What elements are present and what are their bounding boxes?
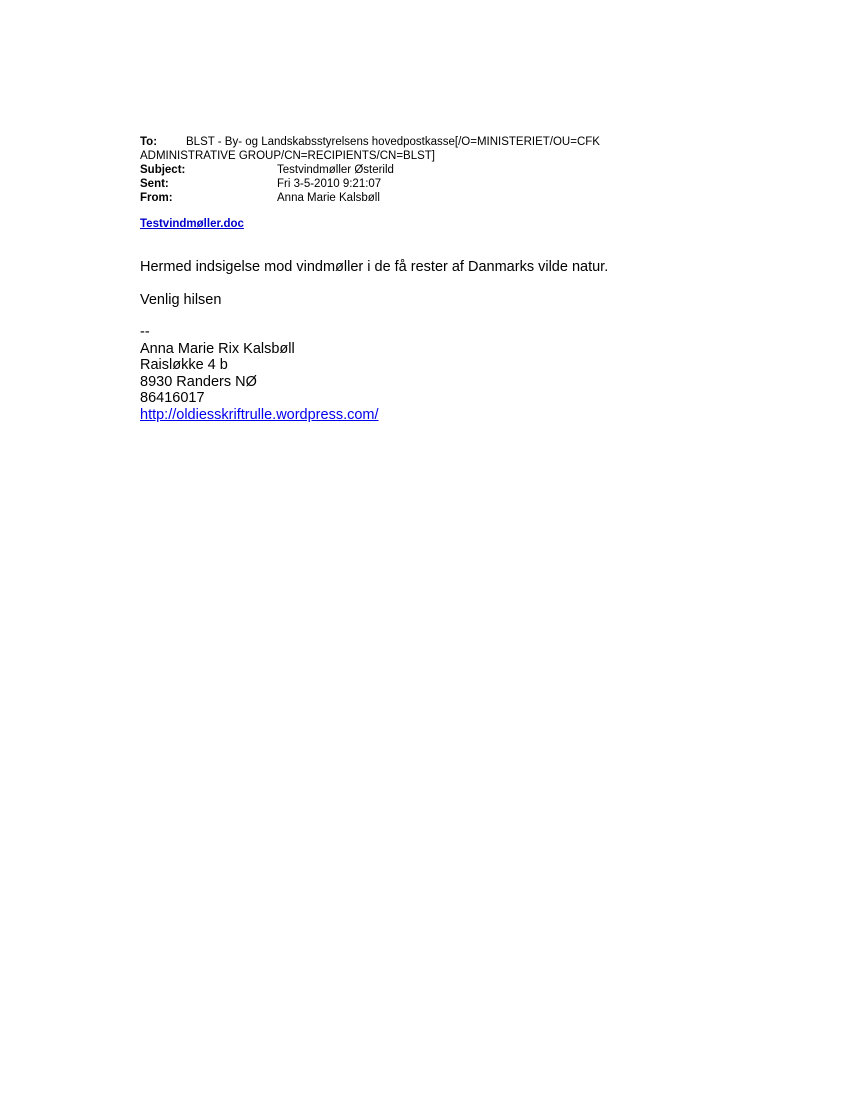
subject-row (140, 163, 700, 177)
signature-name: Anna Marie Rix Kalsbøll (140, 340, 295, 357)
email-body (140, 259, 740, 423)
signature-separator: -- (140, 324, 150, 340)
to-value: BLST - By- og Landskabsstyrelsens hovedpostkasse[/O=MINISTERIET/OU=CFK (186, 136, 600, 148)
website-link[interactable]: http://oldiesskriftrulle.wordpress.com/ (140, 406, 379, 423)
sent-row (140, 177, 700, 191)
from-row (140, 191, 700, 205)
address-street: Raisløkke 4 b (140, 357, 228, 373)
address-city: 8930 Randers NØ (140, 373, 257, 390)
subject-value: Testvindmøller Østerild (277, 164, 394, 176)
from-label: From: (140, 192, 173, 204)
from-value: Anna Marie Kalsbøll (277, 192, 380, 204)
website-row (140, 407, 740, 424)
to-value-continued: ADMINISTRATIVE GROUP/CN=RECIPIENTS/CN=BLST] (140, 150, 436, 162)
phone-number: 86416017 (140, 390, 205, 406)
to-label: To: (140, 136, 158, 148)
attachment-link[interactable]: Testvindmøller.doc (140, 218, 244, 230)
greeting-text: Venlig hilsen (140, 291, 222, 308)
subject-label: Subject: (140, 164, 186, 176)
email-header (140, 135, 700, 205)
to-row (140, 135, 700, 163)
message-text: Hermed indsigelse mod vindmøller i de få rester af Danmarks vilde natur. (140, 259, 609, 275)
sent-label: Sent: (140, 178, 169, 190)
sent-value: Fri 3-5-2010 9:21:07 (277, 178, 382, 190)
